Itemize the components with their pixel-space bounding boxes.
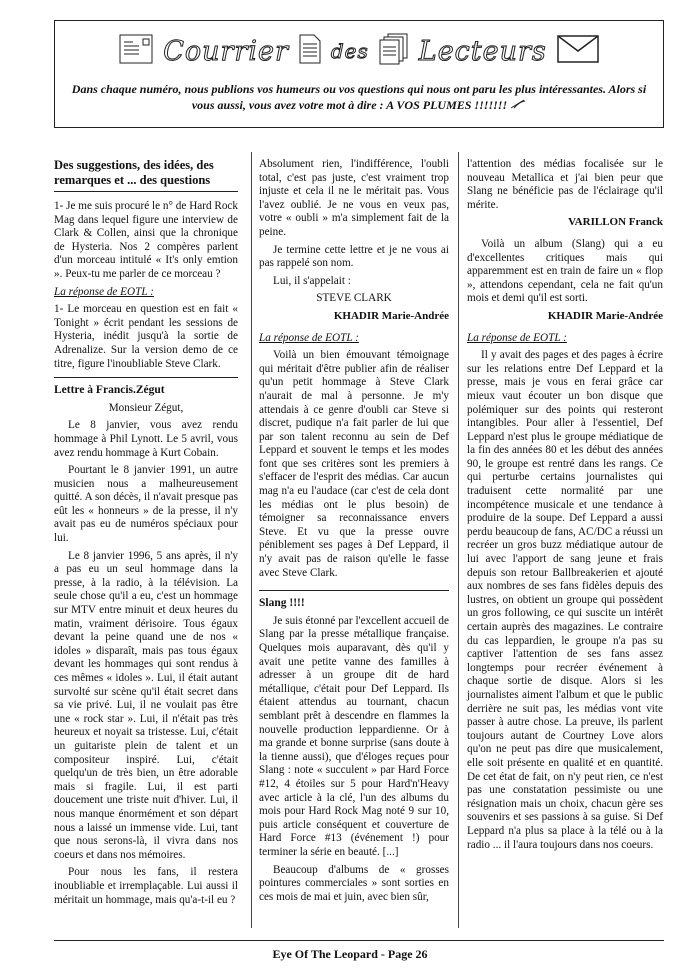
title-word-lecteurs: Lecteurs (418, 35, 547, 67)
document-icon (299, 34, 321, 69)
letter-salutation: Monsieur Zégut, (108, 401, 184, 414)
letter-paragraph: Beaucoup d'albums de « grosses pointures commerciales » sont sorties en ces mois de mai et juin, avec bien sûr, (259, 863, 449, 903)
reply-label: La réponse de EOTL : (467, 331, 567, 344)
reply-label: La réponse de EOTL : (259, 331, 359, 344)
letter-title: Lettre à Francis.Zégut (54, 384, 165, 397)
title-word-des: des (330, 39, 369, 63)
header-box (54, 20, 664, 128)
letter-name: STEVE CLARK (316, 292, 392, 305)
column-1 (54, 158, 238, 911)
letter-paragraph: Pour nous les fans, il restera inoubliable et irremplaçable. Lui aussi il méritait un hommage, mais qu'a-t-il eu ? (54, 866, 238, 906)
title-word-courrier: Courrier (163, 35, 289, 67)
column-divider (458, 152, 459, 928)
notepad-icon (119, 34, 153, 69)
signature: KHADIR Marie-Andrée (547, 309, 663, 322)
reply-label: La réponse de EOTL : (54, 285, 154, 298)
letter-paragraph: Le 8 janvier, vous avez rendu hommage à Phil Lynott. Le 5 avril, vous avez rendu hommage à Kurt Cobain. (54, 419, 238, 459)
section-divider (54, 377, 238, 378)
footer-rule (54, 940, 664, 941)
envelope-icon (557, 35, 599, 68)
header-intro-text: Dans chaque numéro, nous publions vos humeurs ou vos questions qui nous ont paru les plus intéressantes. Alors si vous aussi, vous avez votre mot à dire : A VOS PLUMES !!!!!!! (71, 82, 647, 112)
letter-paragraph: l'attention des médias focalisée sur le nouveau Metallica et j'ai bien peur que Slang ne bénéficie pas de l'éclairage qu'il mérite. (467, 158, 663, 211)
letter-paragraph: Le 8 janvier 1996, 5 ans après, il n'y a pas eu un seul hommage dans la presse, à la radio, à la télévision. La seule chose qu'il a eu, c'est un hommage sur MTV entre minuit et deux heures du matin, vraiment dérisoire. Tous égaux devant la peine quand une de nos « idoles » disparaît, mais pas tous égaux devant les hommages qui sont rendus à ces mêmes « idoles ». Lui, il était autant survolté sur scène qu'il était secret dans sa vie privé. Lui, il ne voulait pas être une « rock star ». Lui, il n'était pas très heureux et noyait sa tristesse. Lui, c'était un guitariste plein de talent et un compositeur inspiré. Lui, c'était quelqu'un de très bien, un être adorable mais si fragile. Lui, il est parti doucement une triste nuit d'hiver. Lui, il nous manque énormément et son départ nous a laissé un immense vide. Lui, tant que nous serons-là, il vivra dans nos coeurs et dans nos mémoires. (54, 549, 238, 861)
column-divider (251, 152, 252, 928)
reply-paragraph: Voilà un bien émouvant témoignage qui méritait d'être publier afin de réaliser qu'un petit hommage à Steve Clark n'aurait de mal à personne. Je m'y attendais à ce genre d'oubli car Steve si discret, pudique n'a fait parler de lui que par son talent reconnu au sein de Def Leppard et souvent le temps et les modes font que ses critères sont les premiers à s'effacer de l'esprit des médias. Car aucun mag n'a eu l'audace (car c'est de cela dont les médias ont le plus besoin) de témoigner sa reconnaissance envers Steve. Et vu que la presse ouvre péniblement ses pages à Def Leppard, il n'y avait pas de raison qu'elle le fasse avec Steve Clark. (259, 349, 449, 579)
reply-paragraph: Il y avait des pages et des pages à écrire sur les relations entre Def Leppard et la presse, mais je vous en ferai grâce car mieux vaut écouter un bon disque que polémiquer sur des points qui resteront intangibles. Pour aller à l'essentiel, Def Leppard n'est plus le groupe médiatique de la fin des années 80 et les début des années 90, le groupe est rentré dans les rangs. Ce qui perturbe certains journalistes qui traduisent cette normalité par une incompétence musicale et une tendance à produire de la soupe. Def Leppard a aussi perdu beaucoup de fans, AC/DC a réussi un recréer un gros buzz médiatique autour de lui avec l'apport de sang jeune et frais depuis son retour Ballbreakerien et ajouté aux nombres de ses fans fidèles depuis des lustres, on obtient un groupe qui possèdent un gros following, ce qui suscite un intérêt certain auprès des magazines. Le contraire du cas leppardien, le groupe n'a pas su captiver l'attention de ses fans assez longtemps pour recréer événement à chaque sortie de disque. Alors si les journalistes aiment l'album et que le public derrière ne suit pas, les médias vont vite passer à autre chose. La preuve, ils parlent toujours autant de Courtney Love alors qu'on ne peut pas dire que musicalement, elle soit présente en qualité et en quantité. De cet état de fait, on n'y peut rien, ce n'est pas une constatation pessimiste ou une résignation mais un choix, chacun gère ses souvenirs et ses passions à sa guise. Si Def Leppard n'a plus sa place à la télé ou à la radio ... il l'aura toujours dans nos coeurs. (467, 349, 663, 851)
page-footer: Eye Of The Leopard - Page 26 (272, 947, 428, 961)
signature: VARILLON Franck (568, 216, 663, 229)
letter-paragraph: Absolument rien, l'indifférence, l'oubli total, c'est pas juste, c'est vraiment trop injuste et cela il ne le méritait pas. Vous l'avez oublié. Je ne vous en veux pas, votre « oubli » m'a simplement fait de la peine. (259, 158, 449, 238)
question-1: 1- Je me suis procuré le n° de Hard Rock Mag dans lequel figure une interview de Clark & Collen, ainsi que la chronique de Hysteria. Nos 2 compères parlent d'un morceau intitulé « It's only emtion ». Peux-tu me parler de ce morceau ? (54, 200, 238, 280)
header-intro (61, 81, 657, 113)
slang-title: Slang !!!! (259, 597, 305, 610)
letter-paragraph: Lui, il s'appelait : (273, 274, 351, 287)
quill-pen-icon (510, 97, 526, 113)
letter-paragraph: Je suis étonné par l'excellent accueil de Slang par la presse métallique française. Quelques mois auparavant, dès qu'il y avait une petite vanne des familles à adresser à un groupe dit de hard métallique, c'était pour Def Leppard. Ils étaient attendus au tournant, chacun semblant prêt à descendre en flammes la nouvelle production leppardienne. Or à ma grande et bonne surprise (sans doute à la tienne aussi), que d'éloges reçues pour Slang : note « succulent » par Hard Force #12, 4 étoiles sur 5 pour Hard'n'Heavy avec article à la clé, l'un des albums du mois pour Hard Rock Mag noté 9 sur 10, puis article conséquent et couverture de Hard Force #13 (événement !) pour terminer la série en beauté. [...] (259, 614, 449, 858)
answer-1: 1- Le morceau en question est en fait « Tonight » écrit pendant les sessions de Hysteria, inédit jusqu'à la sortie de Adrenalize. Sur la version demo de ce titre, figure l'inoubliable Steve Clark. (54, 303, 238, 370)
letter-paragraph: Je termine cette lettre et je ne vous ai pas rappelé son nom. (259, 243, 449, 270)
signature: KHADIR Marie-Andrée (333, 309, 449, 322)
letter-paragraph: Voilà un album (Slang) qui a eu d'excellentes critiques mais qui apparemment est en train de faire un « flop », attendons cependant, cela ne fait qu'un mois et demi qu'il est sorti. (467, 237, 663, 305)
header-title-row (55, 27, 663, 75)
section-title: Des suggestions, des idées, des remarques et ... des questions (54, 158, 238, 192)
letter-paragraph: Pourtant le 8 janvier 1991, un autre musicien nous a malheureusement quitté. A son décès, il n'avait presque pas eût les « honneurs » de la presse, il n'y avait pas eu de numéros spéciaux pour lui. (54, 464, 238, 545)
column-3 (467, 158, 663, 856)
column-2 (259, 158, 449, 908)
document-stack-icon (379, 33, 409, 70)
section-divider (259, 590, 449, 591)
